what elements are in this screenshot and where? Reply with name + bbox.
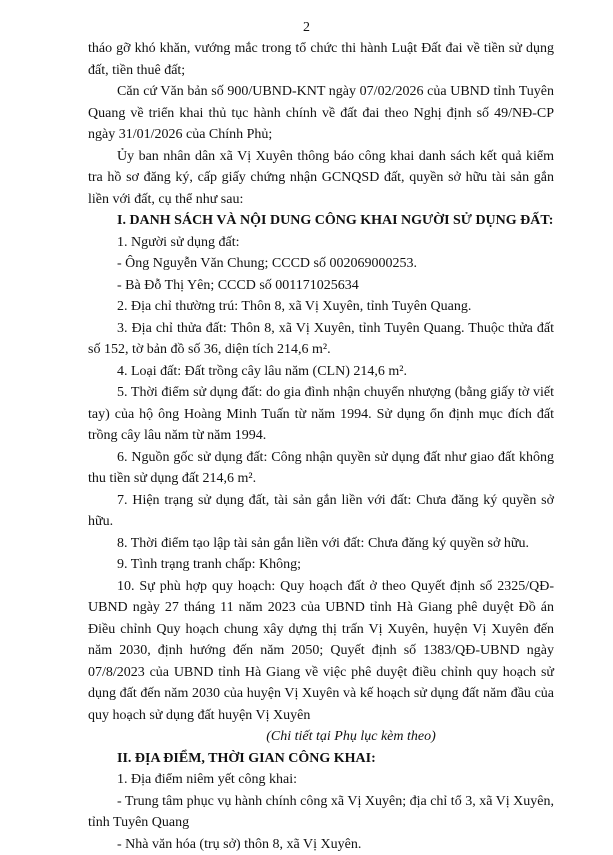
item-posting-location-cultural-house: - Nhà văn hóa (trụ sở) thôn 8, xã Vị Xuyên. — [88, 834, 554, 855]
item-dispute-status: 9. Tình trạng tranh chấp: Không; — [88, 554, 554, 576]
item-usage-time: 5. Thời điểm sử dụng đất: do gia đình nhận chuyển nhượng (bằng giấy tờ viết tay) của hộ ông Hoàng Minh Tuấn từ năm 1994. Sử dụng ổn định mục đích đất trồng cây lâu năm từ năm 1994. — [88, 382, 554, 447]
item-land-user-husband: - Ông Nguyễn Văn Chung; CCCD số 002069000253. — [88, 253, 554, 275]
item-current-status: 7. Hiện trạng sử dụng đất, tài sản gắn liền với đất: Chưa đăng ký quyền sở hữu. — [88, 490, 554, 533]
item-land-user: 1. Người sử dụng đất: — [88, 232, 554, 254]
item-land-origin: 6. Nguồn gốc sử dụng đất: Công nhận quyền sử dụng đất như giao đất không thu tiền sử dụng đất 214,6 m². — [88, 447, 554, 490]
item-parcel-address: 3. Địa chỉ thửa đất: Thôn 8, xã Vị Xuyên, tỉnh Tuyên Quang. Thuộc thửa đất số 152, tờ bản đồ số 36, diện tích 214,6 m². — [88, 318, 554, 361]
section-heading-1: I. DANH SÁCH VÀ NỘI DUNG CÔNG KHAI NGƯỜI SỬ DỤNG ĐẤT: — [88, 210, 554, 232]
item-permanent-address: 2. Địa chỉ thường trú: Thôn 8, xã Vị Xuyên, tỉnh Tuyên Quang. — [88, 296, 554, 318]
item-posting-location-service-center: - Trung tâm phục vụ hành chính công xã Vị Xuyên; địa chỉ tổ 3, xã Vị Xuyên, tỉnh Tuyên Quang — [88, 791, 554, 834]
item-land-user-wife: - Bà Đỗ Thị Yên; CCCD số 001171025634 — [88, 275, 554, 297]
paragraph-legal-basis-continued: tháo gỡ khó khăn, vướng mắc trong tổ chức thi hành Luật Đất đai về tiền sử dụng đất, tiền thuê đất; — [88, 38, 554, 81]
appendix-note: (Chi tiết tại Phụ lục kèm theo) — [88, 726, 554, 748]
paragraph-announcement: Ủy ban nhân dân xã Vị Xuyên thông báo công khai danh sách kết quả kiểm tra hồ sơ đăng ký, cấp giấy chứng nhận GCNQSD đất, quyền sở hữu tài sản gắn liền với đất, cụ thể như sau: — [88, 146, 554, 211]
item-land-type: 4. Loại đất: Đất trồng cây lâu năm (CLN) 214,6 m². — [88, 361, 554, 383]
item-planning-conformity: 10. Sự phù hợp quy hoạch: Quy hoạch đất ở theo Quyết định số 2325/QĐ-UBND ngày 27 tháng 11 năm 2023 của UBND tỉnh Hà Giang phê duyệt Đồ án Điều chỉnh Quy hoạch chung xây dựng thị trấn Vị Xuyên, huyện Vị Xuyên đến năm 2030, định hướng đến năm 2050; Quyết định số 1383/QĐ-UBND ngày 07/8/2023 của UBND tỉnh Hà Giang về việc phê duyệt điều chỉnh quy hoạch sử dụng đất đến năm 2030 của huyện Vị Xuyên và kế hoạch sử dụng đất năm đầu của quy hoạch sử dụng đất huyện Vị Xuyên — [88, 576, 554, 727]
item-posting-location: 1. Địa điểm niêm yết công khai: — [88, 769, 554, 791]
section-heading-2: II. ĐỊA ĐIỂM, THỜI GIAN CÔNG KHAI: — [88, 748, 554, 770]
page-number: 2 — [0, 20, 613, 36]
paragraph-legal-basis-document-900: Căn cứ Văn bản số 900/UBND-KNT ngày 07/02/2026 của UBND tỉnh Tuyên Quang về triển khai thủ tục hành chính về đất đai theo Nghị định số 49/NĐ-CP ngày 31/01/2026 của Chính Phủ; — [88, 81, 554, 146]
item-asset-creation-time: 8. Thời điểm tạo lập tài sản gắn liền với đất: Chưa đăng ký quyền sở hữu. — [88, 533, 554, 555]
document-body — [88, 38, 554, 855]
